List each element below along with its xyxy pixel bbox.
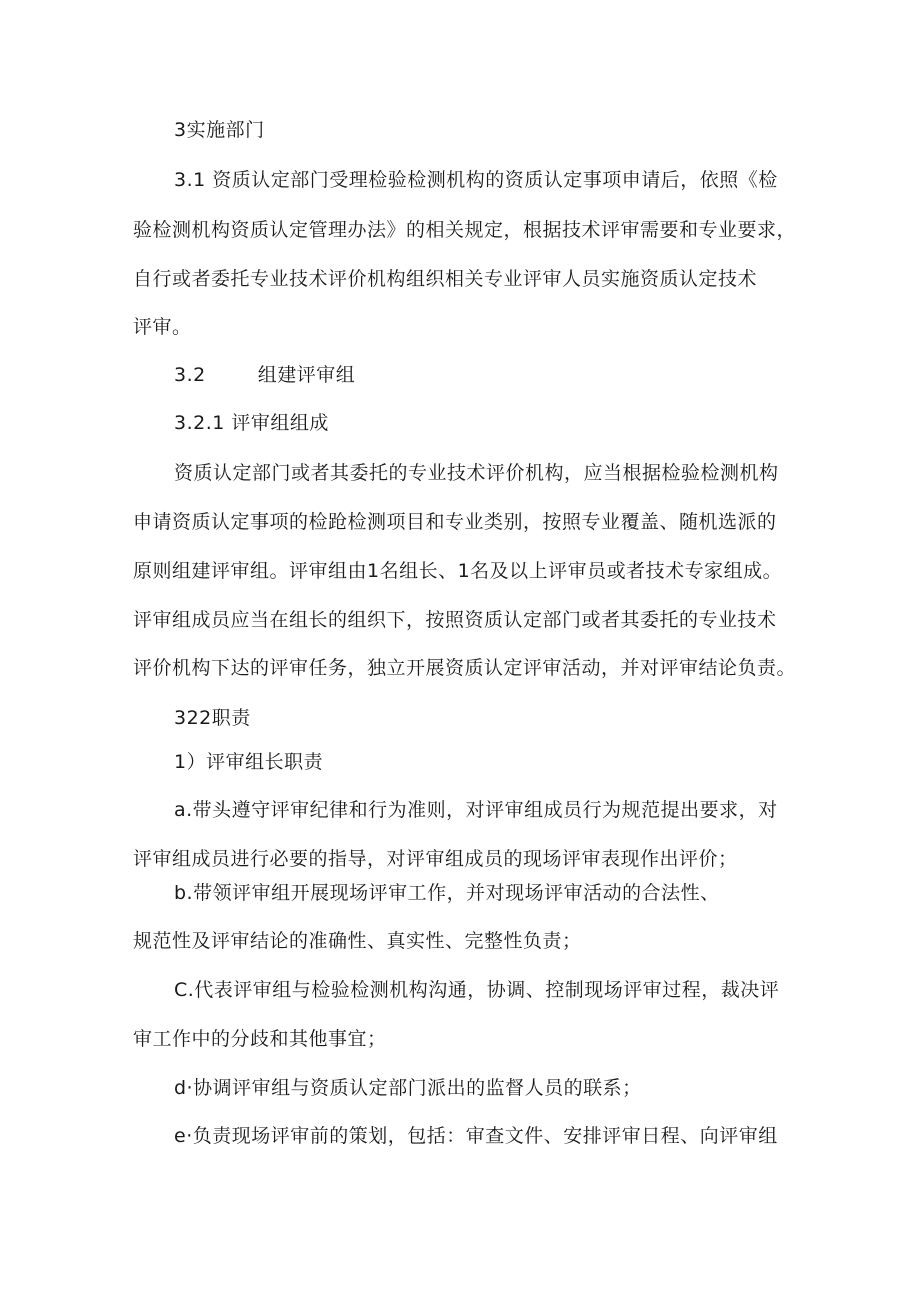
section-number-3-2: 3.2	[174, 364, 206, 386]
paragraph-3-1-line-4: 评审。	[133, 316, 192, 338]
section-heading-3-2-2: 322职责	[174, 707, 251, 729]
item-c-line-2: 审工作中的分歧和其他事宜；	[133, 1028, 387, 1050]
paragraph-3-2-1-line-2: 申请资质认定事项的检跄检测项目和专业类别，按照专业覆盖、随机选派的	[133, 511, 777, 533]
paragraph-3-2-1-line-5: 评价机构下达的评审任务，独立开展资质认定评审活动，并对评审结论负责。	[133, 657, 797, 679]
paragraph-3-2-1-line-4: 评审组成员应当在组长的组织下，按照资质认定部门或者其委托的专业技术	[133, 609, 777, 631]
item-b-line-2: 规范性及评审结论的准确性、真实性、完整性负责；	[133, 930, 582, 952]
item-a-line-2: 评审组成员进行必要的指导，对评审组成员的现场评审表现作出评价；	[133, 848, 738, 870]
paragraph-3-2-1-line-3: 原则组建评审组。评审组由1名组长、1名及以上评审员或者技术专家组成。	[133, 560, 783, 582]
item-b-line-1: b.带领评审组开展现场评审工作，并对现场评审活动的合法性、	[174, 882, 720, 904]
section-heading-3-2-1: 3.2.1 评审组组成	[174, 412, 329, 434]
paragraph-3-2-1-line-1: 资质认定部门或者其委托的专业技术评价机构，应当根据检验检测机构	[174, 462, 779, 484]
section-title-3-2: 组建评审组	[257, 364, 356, 386]
paragraph-3-1-line-1: 3.1 资质认定部门受理检验检测机构的资质认定事项申请后，依照《检	[174, 169, 778, 191]
list-heading-1: 1）评审组长职责	[174, 751, 324, 773]
section-heading-3: 3实施部门	[174, 119, 265, 141]
section-heading-3-2	[174, 361, 355, 389]
item-c-line-1: C.代表评审组与检验检测机构沟通，协调、控制现场评审过程，裁决评	[174, 979, 780, 1001]
item-d-line-1: d·协调评审组与资质认定部门派出的监督人员的联系；	[174, 1077, 642, 1099]
item-a-line-1: a.带头遵守评审纪律和行为准则，对评审组成员行为规范提出要求，对	[174, 799, 778, 821]
item-e-line-1: e·负责现场评审前的策划，包括：审查文件、安排评审日程、向评审组	[174, 1125, 778, 1147]
paragraph-3-1-line-3: 自行或者委托专业技术评价机构组织相关专业评审人员实施资质认定技术	[133, 268, 758, 290]
paragraph-3-1-line-2: 验检测机构资质认定管理办法》的相关规定，根据技术评审需要和专业要求，	[133, 219, 797, 241]
